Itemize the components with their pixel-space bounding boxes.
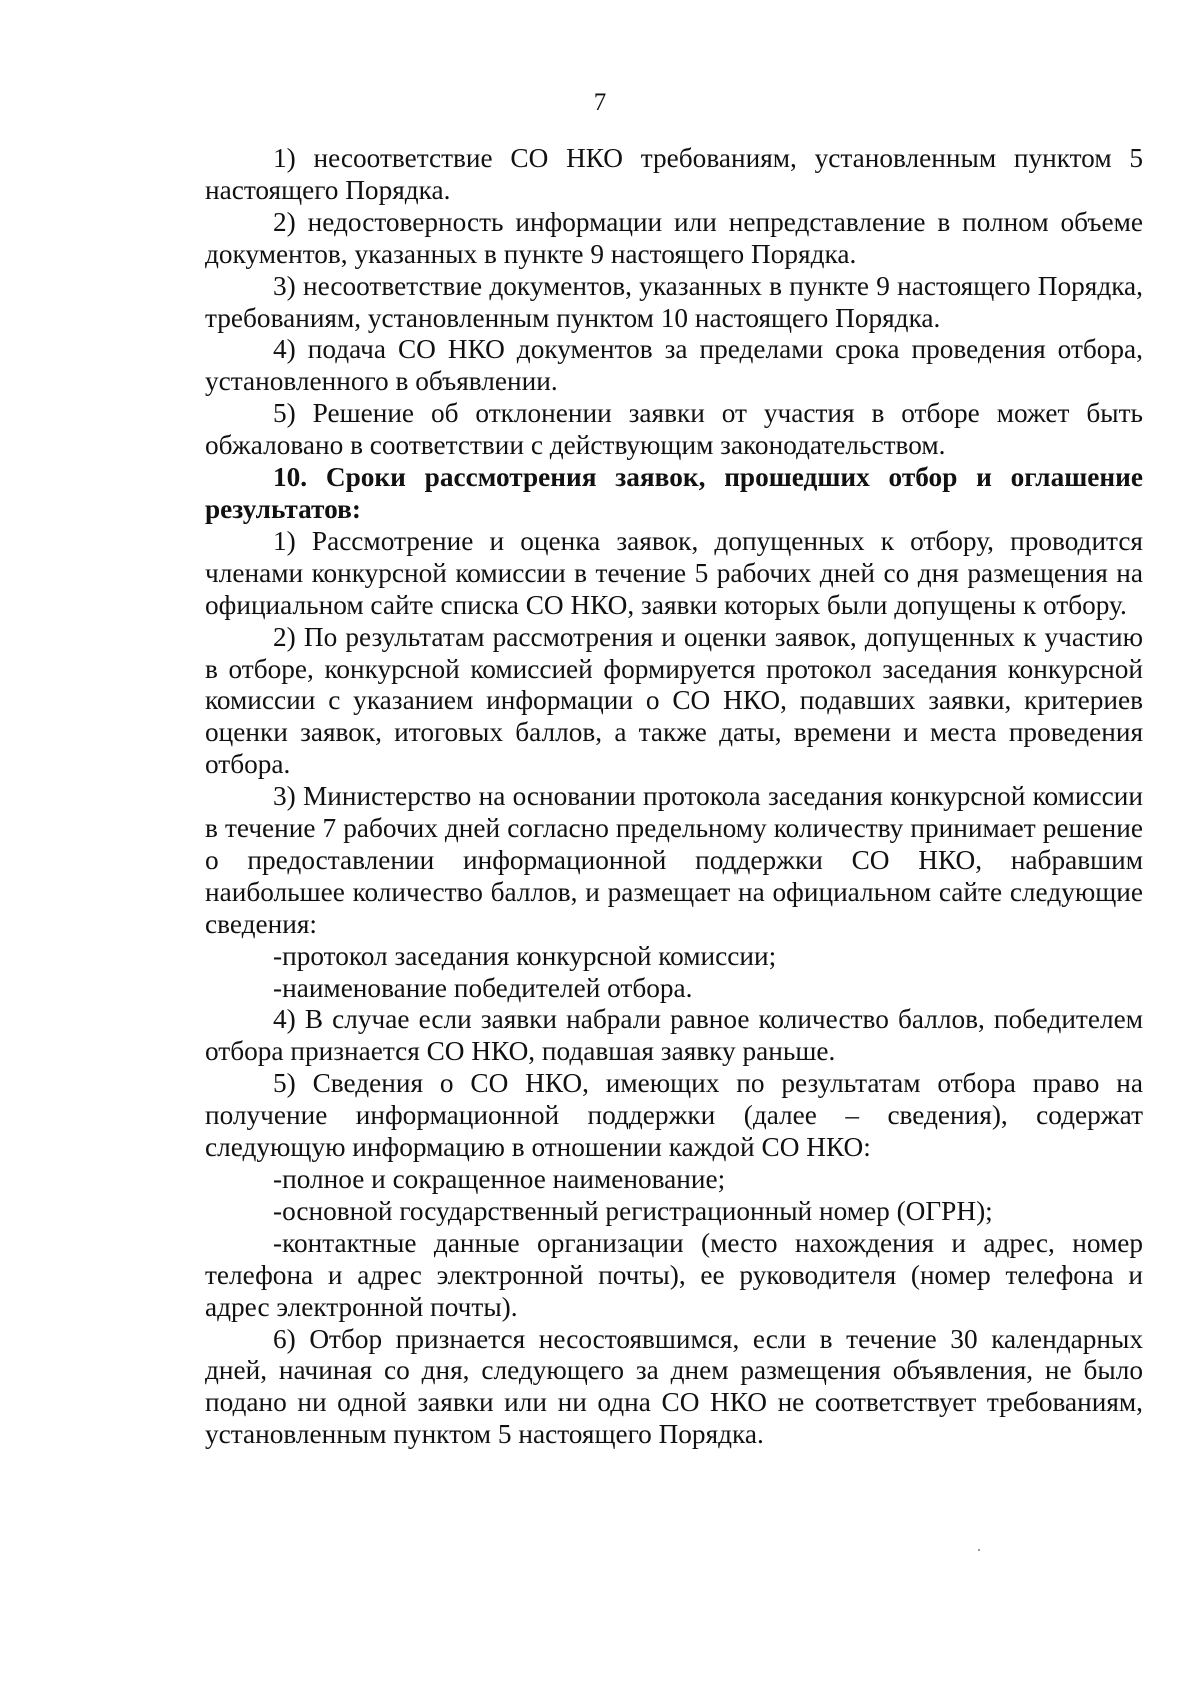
paragraph-item-3: 3) несоответствие документов, указанных в пункте 9 настоящего Порядка, требованиям, установленным пунктом 10 настоящего Порядка. xyxy=(205,270,1143,333)
paragraph-item-1: 1) несоответствие СО НКО требованиям, установленным пунктом 5 настоящего Порядка. xyxy=(205,143,1143,205)
paragraph-information: 5) Сведения о СО НКО, имеющих по результатам отбора право на получение информационной поддержки (далее – сведения), содержат следующую информацию в отношении каждой СО НКО: xyxy=(205,1068,1143,1163)
section-heading: 10. Сроки рассмотрения заявок, прошедших отбор и оглашение результатов: xyxy=(205,462,1143,524)
paragraph-ministry-decision: 3) Министерство на основании протокола заседания конкурсной комиссии в течение 7 рабочих дней согласно предельному количеству принимает решение о предоставлении информационной поддержки СО НКО, набравшим наибольшее количество баллов, и размещает на официальном сайте следующие сведения: xyxy=(205,781,1143,939)
list-item-winners: -наименование победителей отбора. xyxy=(273,972,693,1003)
list-item-protocol: -протокол заседания конкурсной комиссии; xyxy=(273,940,777,971)
paragraph-item-2: 2) недостоверность информации или непредставление в полном объеме документов, указанных в пункте 9 настоящего Порядка. xyxy=(205,206,1143,269)
paragraph-item-5: 5) Решение об отклонении заявки от участия в отборе может быть обжаловано в соответствии с действующим законодательством. xyxy=(205,398,1143,461)
document-body xyxy=(205,143,1143,1451)
page-number: 7 xyxy=(593,89,607,116)
paragraph-equal-scores: 4) В случае если заявки набрали равное количество баллов, победителем отбора признается СО НКО, подавшая заявку раньше. xyxy=(205,1004,1143,1067)
list-item-contacts: -контактные данные организации (место нахождения и адрес, номер телефона и адрес электронной почты), ее руководителя (номер телефона и адрес электронной почты). xyxy=(205,1227,1143,1322)
paragraph-failed-selection: 6) Отбор признается несостоявшимся, если в течение 30 календарных дней, начиная со дня, следующего за днем размещения объявления, не было подано ни одной заявки или ни одна СО НКО не соответствует требованиям, установленным пунктом 5 настоящего Порядка. xyxy=(205,1323,1143,1450)
scan-speck xyxy=(978,1549,980,1551)
paragraph-review-term: 1) Рассмотрение и оценка заявок, допущенных к отбору, проводится членами конкурсной комиссии в течение 5 рабочих дней со дня размещения на официальном сайте списка СО НКО, заявки которых были допущены к отбору. xyxy=(205,525,1143,620)
list-item-ogrn: -основной государственный регистрационный номер (ОГРН); xyxy=(273,1195,993,1226)
paragraph-item-4: 4) подача СО НКО документов за пределами срока проведения отбора, установленного в объявлении. xyxy=(205,334,1143,397)
list-item-name: -полное и сокращенное наименование; xyxy=(273,1164,726,1194)
paragraph-protocol: 2) По результатам рассмотрения и оценки заявок, допущенных к участию в отборе, конкурсной комиссией формируется протокол заседания конкурсной комиссии с указанием информации о СО НКО, подавших заявки, критериев оценки заявок, итоговых баллов, а также даты, времени и места проведения отбора. xyxy=(205,621,1143,780)
